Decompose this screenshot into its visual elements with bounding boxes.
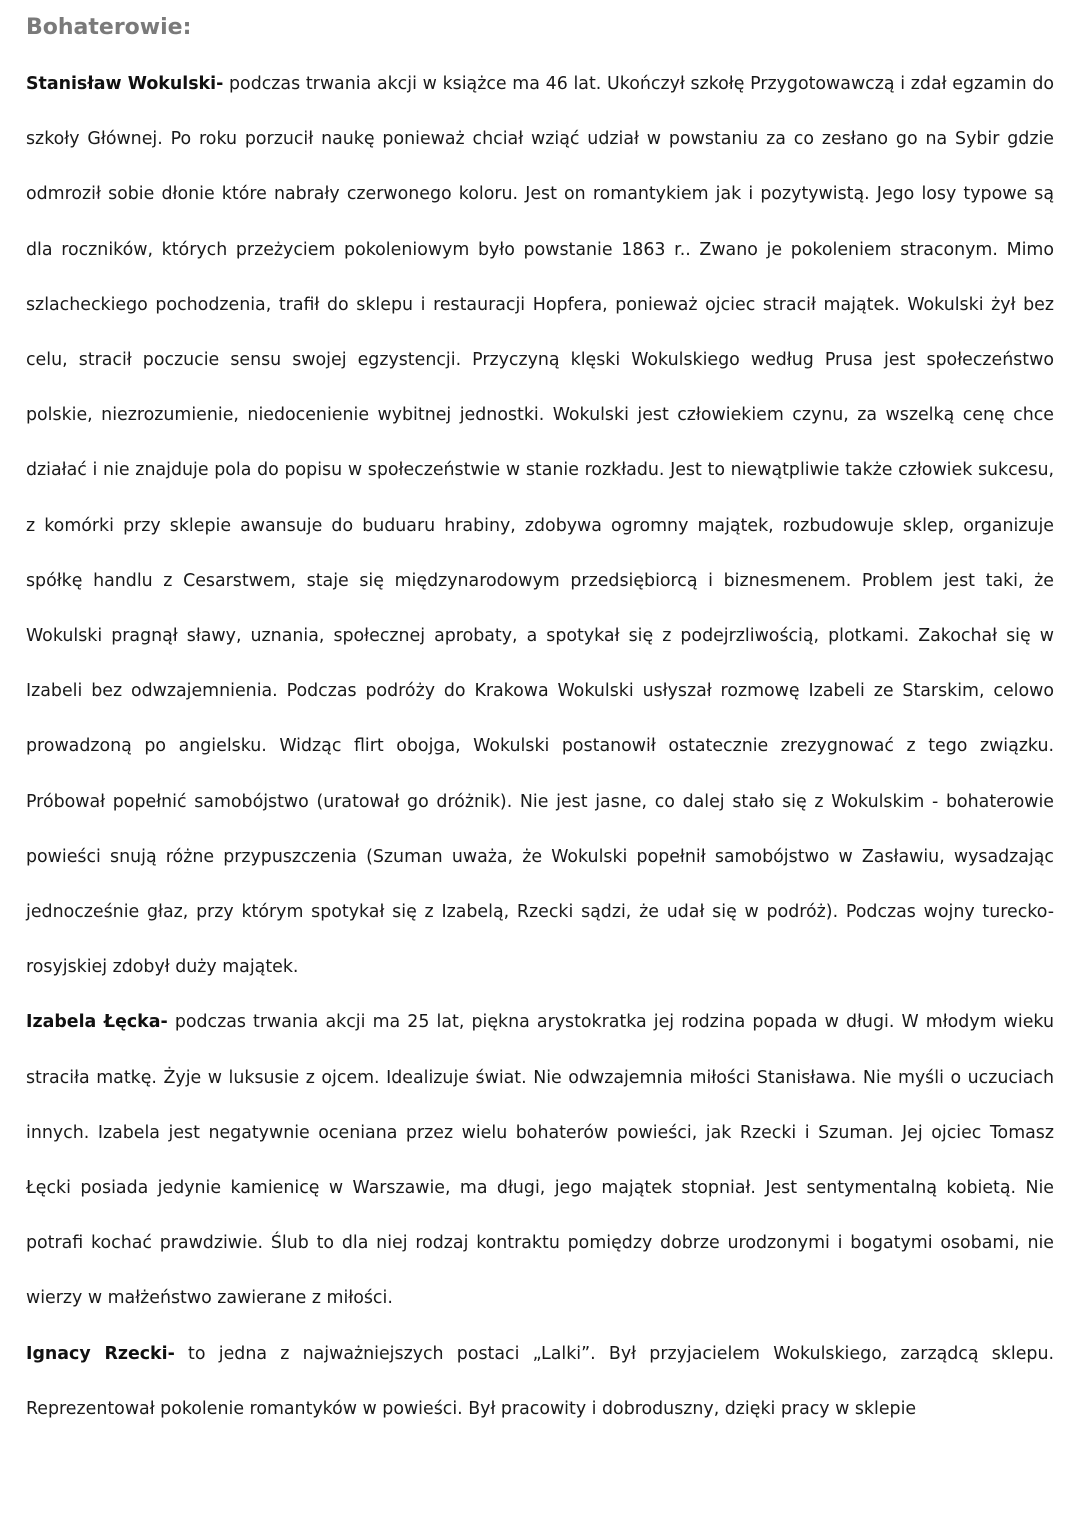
character-wokulski bbox=[26, 57, 1054, 995]
page-heading: Bohaterowie: bbox=[26, 15, 192, 40]
character-description: podczas trwania akcji w książce ma 46 lat. Ukończył szkołę Przygotowawczą i zdał egzamin do szkoły Głównej. Po roku porzucił naukę ponieważ chciał wziąć udział w powstaniu za co zesłano go na Sybir gdzie odmroził sobie dłonie które nabrały czerwonego koloru. Jest on romantykiem jak i pozytywistą. Jego losy typowe są dla roczników, których przeżyciem pokoleniowym było powstanie 1863 r.. Zwano je pokoleniem straconym. Mimo szlacheckiego pochodzenia, trafił do sklepu i restauracji Hopfera, ponieważ ojciec stracił majątek. Wokulski żył bez celu, stracił poczucie sensu swojej egzystencji. Przyczyną klęski Wokulskiego według Prusa jest społeczeństwo polskie, niezrozumienie, niedocenienie wybitnej jednostki. Wokulski jest człowiekiem czynu, za wszelką cenę chce działać i nie znajduje pola do popisu w społeczeństwie w stanie rozkładu. Jest to niewątpliwie także człowiek sukcesu, z komórki przy sklepie awansuje do buduaru hrabiny, zdobywa ogromny majątek, rozbudowuje sklep, organizuje spółkę handlu z Cesarstwem, staje się międzynarodowym przedsiębiorcą i biznesmenem. Problem jest taki, że Wokulski pragnął sławy, uznania, społecznej aprobaty, a spotykał się z podejrzliwością, plotkami. Zakochał się w Izabeli bez odwzajemnienia. Podczas podróży do Krakowa Wokulski usłyszał rozmowę Izabeli ze Starskim, celowo prowadzoną po angielsku. Widząc flirt obojga, Wokulski postanowił ostatecznie zrezygnować z tego związku. Próbował popełnić samobójstwo (uratował go dróżnik). Nie jest jasne, co dalej stało się z Wokulskim - bohaterowie powieści snują różne przypuszczenia (Szuman uważa, że Wokulski popełnił samobójstwo w Zasławiu, wysadzając jednocześnie głaz, przy którym spotykał się z Izabelą, Rzecki sądzi, że udał się w podróż). Podczas wojny turecko-rosyjskiej zdobył duży majątek. bbox=[26, 74, 1054, 978]
character-description: to jedna z najważniejszych postaci „Lalki”. Był przyjacielem Wokulskiego, zarządcą sklepu. Reprezentował pokolenie romantyków w powieści. Był pracowity i dobroduszny, dzięki pracy w sklepie bbox=[26, 1343, 1054, 1419]
character-name: Ignacy Rzecki- bbox=[26, 1343, 175, 1364]
character-description: podczas trwania akcji ma 25 lat, piękna arystokratka jej rodzina popada w długi. W młodym wieku straciła matkę. Żyje w luksusie z ojcem. Idealizuje świat. Nie odwzajemnia miłości Stanisława. Nie myśli o uczuciach innych. Izabela jest negatywnie oceniana przez wielu bohaterów powieści, jak Rzecki i Szuman. Jej ojciec Tomasz Łęcki posiada jedynie kamienicę w Warszawie, ma długi, jego majątek stopniał. Jest sentymentalną kobietą. Nie potrafi kochać prawdziwie. Ślub to dla niej rodzaj kontraktu pomiędzy dobrze urodzonymi i bogatymi osobami, nie wierzy w małżeństwo zawierane z miłości. bbox=[26, 1012, 1054, 1309]
character-izabela bbox=[26, 995, 1054, 1326]
character-name: Stanisław Wokulski- bbox=[26, 74, 224, 94]
character-rzecki bbox=[26, 1327, 1054, 1437]
character-name: Izabela Łęcka- bbox=[26, 1012, 168, 1033]
